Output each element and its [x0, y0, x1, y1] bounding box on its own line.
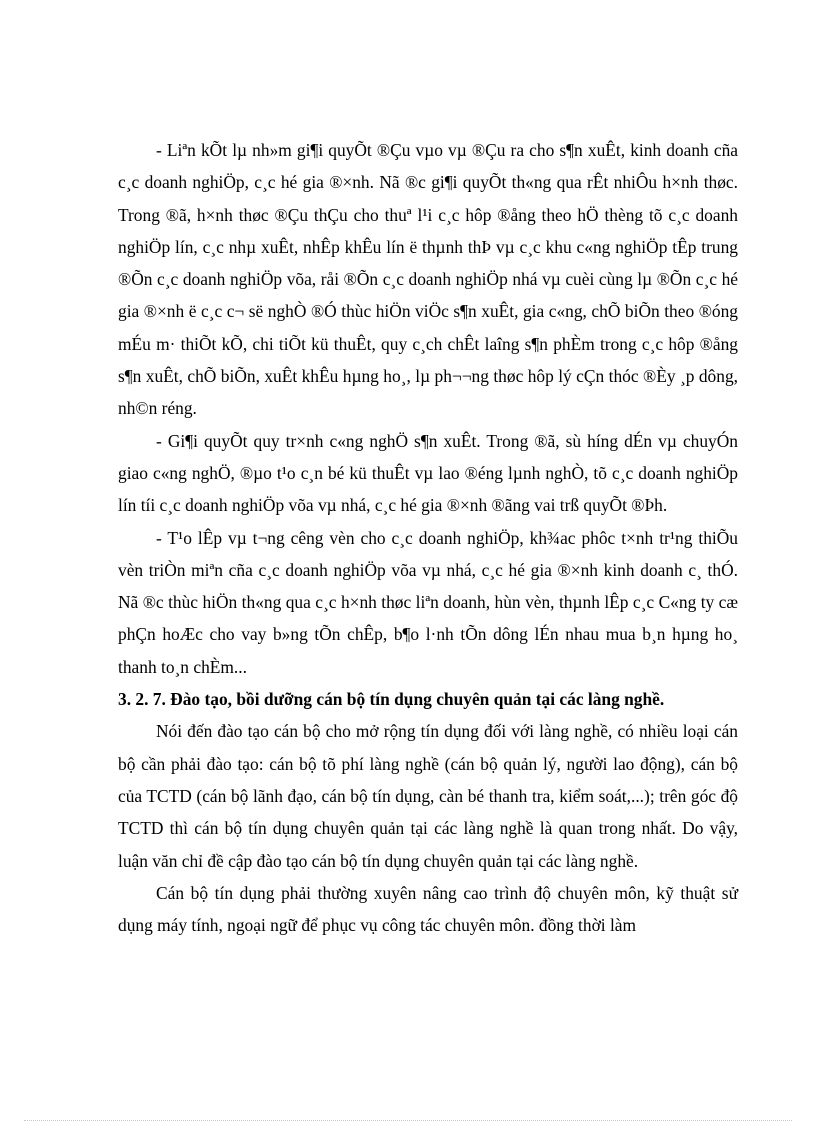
body-paragraph: - T¹o lÊp vµ t¬ng cêng vèn cho c¸c doanh nghiÖp, kh¾ac phôc t×nh tr¹ng thiÕu vèn triÒn miªn cña c¸c doanh nghiÖp võa vµ nhá, c¸c hé gia ®×nh kinh doanh c¸ thÓ. Nã ®c thùc hiÖn th«ng qua c¸c h×nh thøc liªn doanh, hùn vèn, thµnh lÊp c¸c C«ng ty cæ phÇn hoÆc cho vay b»ng tÕn chÊp, b¶o l·nh tÕn dông lÉn nhau mua b¸n hµng ho¸ thanh to¸n chÈm... [118, 527, 738, 677]
body-paragraph: - Liªn kÕt lµ nh»m gi¶i quyÕt ®Çu vµo vµ ®Çu ra cho s¶n xuÊt, kinh doanh cña c¸c doanh nghiÖp, c¸c hé gia ®×nh. Nã ®c gi¶i quyÕt th«ng qua rÊt nhiÔu h×nh thøc. Trong ®ã, h×nh thøc ®Çu thÇu cho thuª l¹i c¸c hôp ®ång theo hÖ thèng tõ c¸c doanh nghiÖp lín, c¸c nhµ xuÊt, nhÊp khÊu lín ë thµnh thÞ vµ c¸c khu c«ng nghiÖp tÊp trung ®Õn c¸c doanh nghiÖp võa, råi ®Õn c¸c doanh nghiÖp nhá vµ cuèi cùng lµ ®Õn c¸c hé gia ®×nh ë c¸c c¬ së nghÒ ®Ó thùc hiÖn viÖc s¶n xuÊt, gia c«ng, chÕ biÕn theo ®óng mÉu m· thiÕt kÕ, chi tiÕt kü thuÊt, quy c¸ch chÊt laîng s¶n phÈm trong c¸c hôp ®ång s¶n xuÊt, chÕ biÕn, xuÊt khÊu hµng ho¸, lµ ph¬¬ng thøc hôp lý cÇn thóc ®Èy ¸p dông, nh©n réng. [118, 140, 738, 419]
section-heading: 3. 2. 7. Đào tạo, bồi dưỡng cán bộ tín dụng chuyên quản tại các làng nghề. [118, 689, 665, 710]
body-paragraph: Nói đến đào tạo cán bộ cho mở rộng tín dụng đối với làng nghề, có nhiều loại cán bộ cần phải đào tạo: cán bộ tõ phí làng nghề (cán bộ quản lý, người lao động), cán bộ của TCTD (cán bộ lãnh đạo, cán bộ tín dụng, càn bé thanh tra, kiểm soát,...); trên góc độ TCTD thì cán bộ tín dụng chuyên quản tại các làng nghề là quan trong nhất. Do vậy, luận văn chỉ đề cập đào tạo cán bộ tín dụng chuyên quản tại các làng nghề. [118, 721, 738, 871]
page-bottom-divider [24, 1120, 792, 1121]
body-paragraph: - Gi¶i quyÕt quy tr×nh c«ng nghÖ s¶n xuÊt. Trong ®ã, sù híng dÉn vµ chuyÓn giao c«ng nghÖ, ®µo t¹o c¸n bé kü thuÊt vµ lao ®éng lµnh nghÒ, tõ c¸c doanh nghiÖp lín tíi c¸c doanh nghiÖp võa vµ nhá, c¸c hé gia ®×nh ®ãng vai trß quyÕt ®Þh. [118, 430, 738, 516]
document-page [118, 134, 738, 941]
body-paragraph: Cán bộ tín dụng phải thường xuyên nâng cao trình độ chuyên môn, kỹ thuật sử dụng máy tính, ngoại ngữ để phục vụ công tác chuyên môn. đồng thời làm [118, 882, 738, 936]
